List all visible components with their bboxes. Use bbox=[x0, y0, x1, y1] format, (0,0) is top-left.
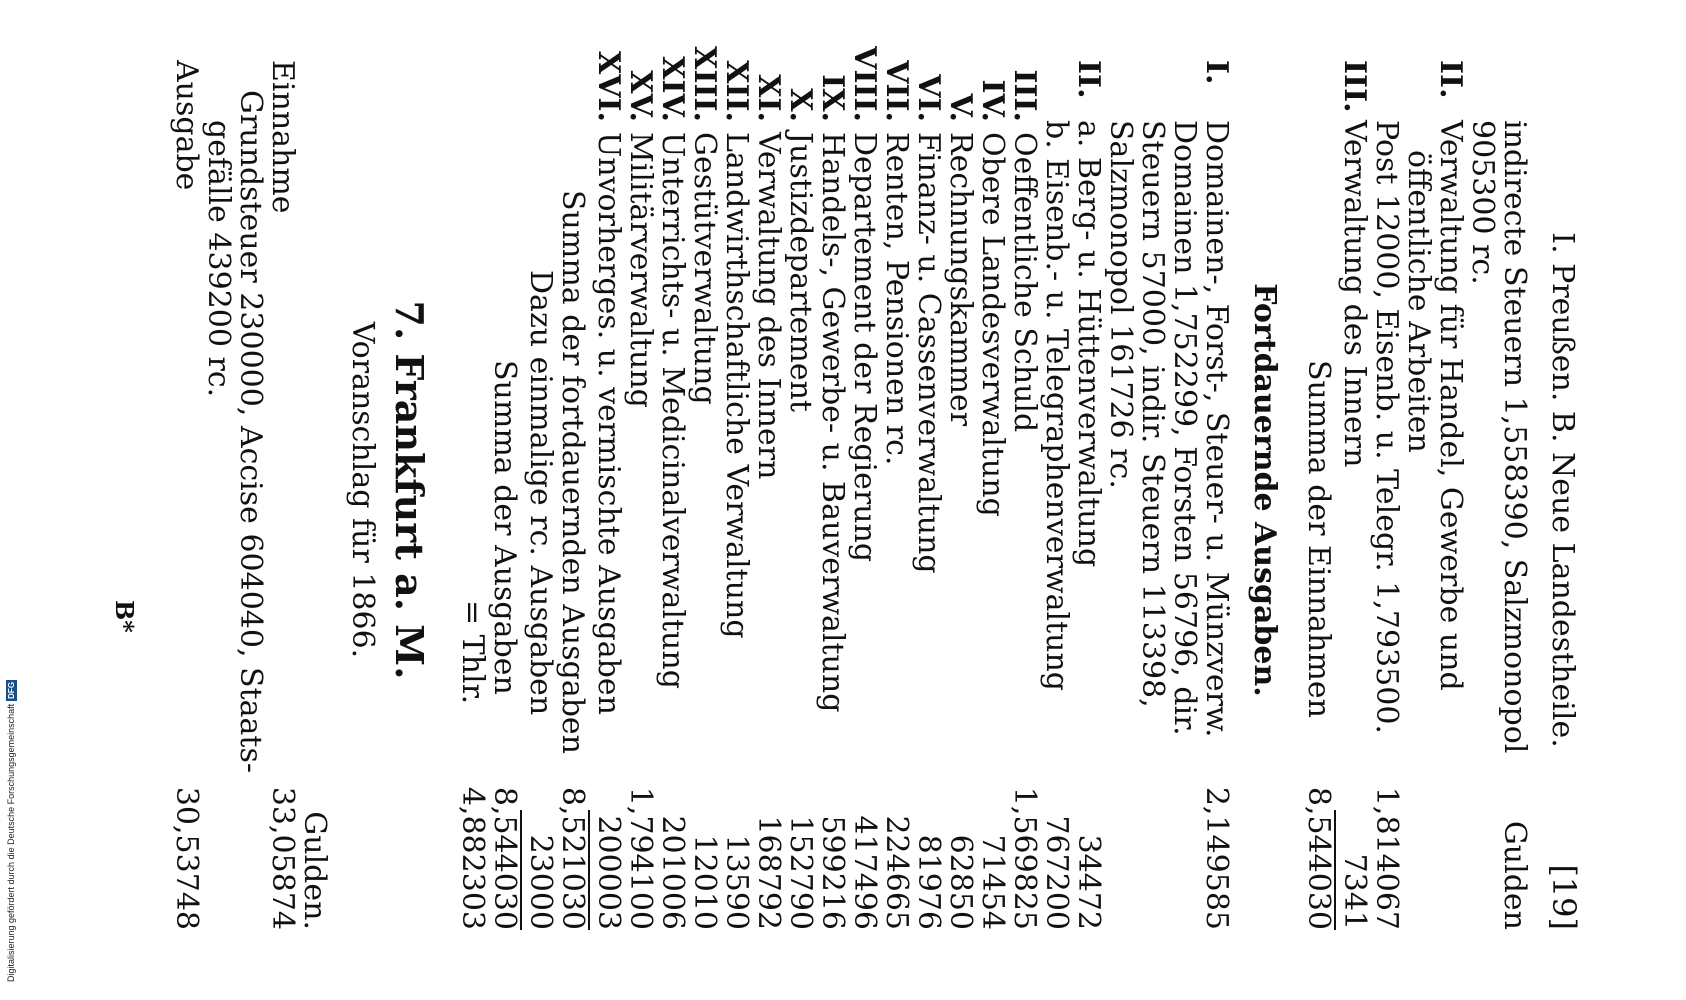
section-heading: 7. Frankfurt a. M. bbox=[387, 300, 432, 680]
income-value: 33,05874 bbox=[265, 786, 300, 930]
expense-line: b. Eisenb.- u. Telegraphenverwaltung bbox=[1039, 120, 1074, 691]
expense-line: Finanz- u. Cassenverwaltung bbox=[911, 132, 946, 574]
total-value: 4,882303 bbox=[455, 786, 490, 930]
total-label: Summa der fortdauernden Ausgaben bbox=[555, 190, 590, 754]
expense-value: 71454 bbox=[975, 834, 1010, 930]
expense-roman: I. bbox=[1199, 60, 1234, 85]
income-line: Post 12000, Eisenb. u. Telegr. 1,793500. bbox=[1369, 120, 1404, 734]
expense-value: 168792 bbox=[751, 815, 786, 930]
expense-value: 599216 bbox=[815, 815, 850, 930]
expense-line: Landwirthschaftliche Verwaltung bbox=[719, 132, 754, 639]
expense-line: Departement der Regierung bbox=[847, 132, 882, 563]
expense-roman: XIV. bbox=[655, 56, 690, 122]
expense-value: 1,569825 bbox=[1007, 786, 1042, 930]
expense-roman: III. bbox=[1007, 69, 1042, 122]
income-line: öffentliche Arbeiten bbox=[1401, 150, 1436, 453]
running-header: I. Preußen. B. Neue Landestheile. bbox=[1545, 232, 1580, 748]
expense-line: Domainen-, Forst-, Steuer- u. Münzverw. bbox=[1199, 120, 1234, 738]
expense-line: Verwaltung des Innern bbox=[751, 132, 786, 480]
expense-roman: VIII. bbox=[847, 46, 882, 122]
expense-roman: XI. bbox=[751, 74, 786, 122]
income-total-value: 8,544030 bbox=[1301, 786, 1336, 930]
page-number: [19] bbox=[1545, 864, 1583, 930]
income-line: 905300 rc. bbox=[1465, 120, 1500, 285]
total-value: 8,544030 bbox=[487, 786, 522, 930]
income-value: 1,814067 bbox=[1369, 786, 1404, 930]
income-detail: Grundsteuer 230000, Accise 604040, Staats- bbox=[233, 90, 268, 774]
credit-text: Digitalisierung gefördert durch die Deutsche Forschungsgemeinschaft bbox=[6, 703, 16, 982]
income-line: Verwaltung des Innern bbox=[1337, 120, 1372, 468]
income-value: 7341 bbox=[1337, 853, 1372, 930]
income-value: Gulden bbox=[1497, 820, 1532, 930]
expenses-heading: Fortdauernde Ausgaben. bbox=[1247, 283, 1282, 697]
expense-line: a. Berg- u. Hüttenverwaltung bbox=[1071, 120, 1106, 568]
expense-value: 201006 bbox=[655, 815, 690, 930]
expense-line: Steuern 57000, indir. Steuern 113398, bbox=[1135, 120, 1170, 708]
expense-line: Gestütverwaltung bbox=[687, 132, 722, 405]
expense-line: Rechnungskammer bbox=[943, 132, 978, 427]
expense-value: 2,149585 bbox=[1199, 786, 1234, 930]
section-subheading: Voranschlag für 1866. bbox=[345, 321, 380, 659]
expense-value: 34472 bbox=[1071, 834, 1106, 930]
expense-line: Justizdepartement bbox=[783, 132, 818, 412]
book-page bbox=[80, 40, 1583, 940]
signature-mark: B* bbox=[110, 600, 139, 633]
total-value: 8,521030 bbox=[555, 786, 590, 930]
income-roman: II. bbox=[1433, 60, 1468, 99]
total-value: 23000 bbox=[523, 834, 558, 930]
expense-value: 1,794100 bbox=[623, 786, 658, 930]
expense-roman: XV. bbox=[623, 70, 658, 122]
total-label: = Thlr. bbox=[455, 600, 490, 705]
income-total-label: Summa der Einnahmen bbox=[1301, 360, 1336, 718]
expense-line: Militärverwaltung bbox=[623, 132, 658, 408]
expense-roman: IX. bbox=[815, 74, 850, 122]
expense-roman: VI. bbox=[911, 74, 946, 122]
expense-line: Renten, Pensionen rc. bbox=[879, 132, 914, 466]
income-line: indirecte Steuern 1,558390, Salzmonopol bbox=[1497, 120, 1532, 754]
income-line: Verwaltung für Handel, Gewerbe und bbox=[1433, 120, 1468, 691]
total-label: Summa der Ausgaben bbox=[487, 360, 522, 695]
expense-roman: XII. bbox=[719, 60, 754, 122]
expense-value: 13590 bbox=[719, 834, 754, 930]
income-label: Einnahme bbox=[265, 60, 300, 214]
expense-roman: X. bbox=[783, 88, 818, 122]
expense-line: Obere Landesverwaltung bbox=[975, 132, 1010, 517]
expense-value: 30,53748 bbox=[169, 786, 204, 930]
expense-line: Unterrichts- u. Medicinalverwaltung bbox=[655, 132, 690, 689]
expense-value: 417496 bbox=[847, 815, 882, 930]
expense-value: 62850 bbox=[943, 834, 978, 930]
expense-line: Handels-, Gewerbe- u. Bauverwaltung bbox=[815, 132, 850, 713]
expense-roman: VII. bbox=[879, 60, 914, 122]
expense-value: 81976 bbox=[911, 834, 946, 930]
income-detail: gefälle 439200 rc. bbox=[201, 120, 236, 398]
expense-roman: V. bbox=[943, 93, 978, 122]
expense-roman: II. bbox=[1071, 60, 1106, 99]
income-roman: III. bbox=[1337, 60, 1372, 113]
expense-value: 152790 bbox=[783, 815, 818, 930]
dfg-credit bbox=[4, 622, 18, 982]
expense-roman: IV. bbox=[975, 79, 1010, 122]
expense-roman: XVI. bbox=[591, 50, 626, 122]
expense-roman: XIII. bbox=[687, 46, 722, 122]
expense-line: Domainen 1,752299, Forsten 56796, dir. bbox=[1167, 120, 1202, 736]
expense-value: 767200 bbox=[1039, 815, 1074, 930]
expense-label: Ausgabe bbox=[169, 60, 204, 191]
expense-value: 224665 bbox=[879, 815, 914, 930]
expense-line: Oeffentliche Schuld bbox=[1007, 132, 1042, 433]
total-label: Dazu einmalige rc. Ausgaben bbox=[523, 270, 558, 716]
dfg-logo: DFG bbox=[7, 681, 16, 699]
currency-label: Gulden. bbox=[297, 811, 332, 930]
expense-line: Salzmonopol 161726 rc. bbox=[1103, 120, 1138, 489]
expense-value: 200003 bbox=[591, 815, 626, 930]
expense-value: 12010 bbox=[687, 834, 722, 930]
expense-line: Unvorherges. u. vermischte Ausgaben bbox=[591, 132, 626, 715]
